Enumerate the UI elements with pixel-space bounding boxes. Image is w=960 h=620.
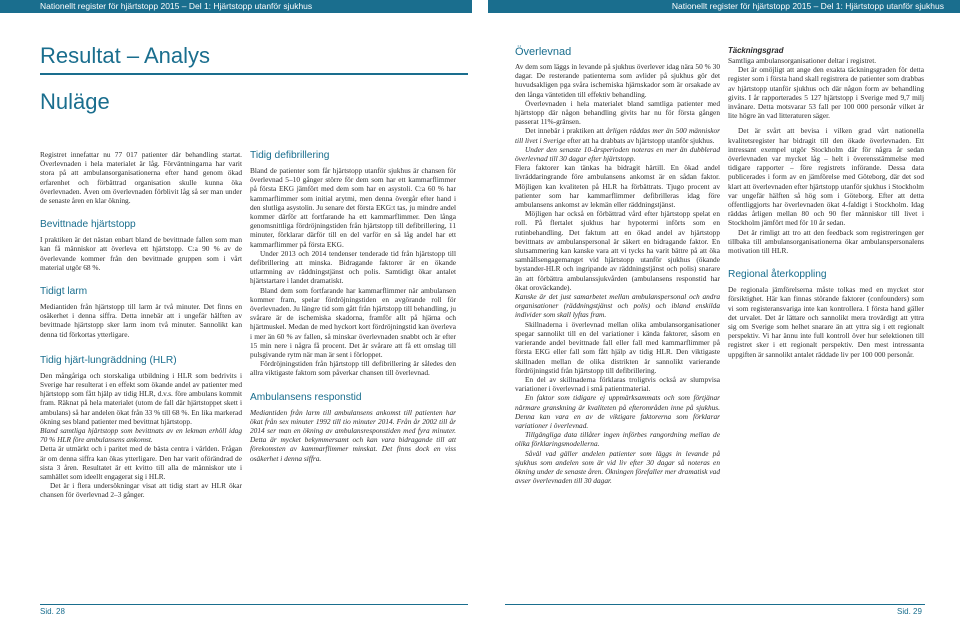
- heading-tidigt-larm: Tidigt larm: [40, 286, 88, 298]
- right-column-1: [515, 46, 720, 485]
- paragraph-overlevnad-5b: Kanske är det just samarbetet mellan ambulanspersonal och andra organisationer (räddningstjänst och polis) och ibland enskilda individer som skall lyftas fram.: [515, 292, 720, 320]
- left-column: [40, 150, 242, 500]
- heading-tackningsgrad: Täckningsgrad: [728, 46, 784, 55]
- footer-rule-right: [505, 604, 925, 605]
- paragraph-defib-4: Fördröjningstiden från hjärtstopp till defibrillering är således den allra viktigaste faktorn som påverkar chansen till överlevnad.: [250, 359, 456, 378]
- paragraph-defib-1: Bland de patienter som får hjärtstopp utanför sjukhus är chansen för överlevnad 5–10 gånger större för dem som har ett kammarflimmer på första EKG jämfört med dem som har en asystoli. C:a 60 % har kammarflimmer som initial arytmi, men denna övergår efter hand i den slutliga asystolin. Ju senare det första EKG:t tas, ju mindre andel kommer därför att fortfarande ha ett kammarflimmer. Den långa genomsnittliga fördröjningstiden från hjärtstopp till defibrillering, 11 minuter, förklarar därför till en del varför en så låg andel har ett kammarflimmer på första EKG.: [250, 166, 456, 249]
- paragraph-hlr-3: Detta är utmärkt och i paritet med de bästa centra i världen. Frågan är om denna siffra kan ökas ytterligare. Den har varit oförändrad de sista 3 åren. Resultatet är ett kvitto till alla de människor ute i samhället som ideellt engagerat sig i HLR.: [40, 444, 242, 482]
- paragraph-hlr-1: Den mångåriga och storskaliga utbildning i HLR som bedrivits i Sverige har resulterat i en effekt som ökande andel av patienter med hjärtstopp som fått hjälp av tidig HLR, d.v.s. före ambulans kommit fram. Räknat på hela materialet (utom de fall där hjärtstoppet skett i ambulans) så har andelen ökat från 33 % till 68 %. En lika markerad ökning ses bland patienter med bevittnat hjärtstopp.: [40, 370, 242, 426]
- paragraph-tackning-1: Samtliga ambulansorganisationer deltar i registret.: [728, 56, 877, 65]
- heading-tidig-hlr: Tidig hjärt-lungräddning (HLR): [40, 354, 177, 366]
- text-run: efter att ha drabbats av hjärtstopp utanför sjukhus.: [567, 135, 715, 145]
- page-number-right: Sid. 29: [897, 607, 922, 616]
- heading-responstid: Ambulansens responstid: [250, 391, 362, 403]
- intro-paragraph: Registret innefattar nu 77 017 patienter där behandling startat. Överlevnaden i hela materialet är låg. Förväntningarna har varit stora på att ambulansorganisationerna efter hand genom ökad erfarenhet och förbättrad organisation skulle kunna öka överlevnaden. Även om överlevnaden förblivit låg så ser man under de senaste åren en klar ökning.: [40, 150, 242, 206]
- paragraph-tackning-4: Det är rimligt att tro att den feedback som registreringen ger tillbaka till ambulansorganisationerna ökar ambulanspersonalens motivation till HLR.: [728, 227, 924, 256]
- paragraph-responstid: Mediantiden från larm till ambulansens ankomst till patienten har ökat från sex minuter 1992 till tio minuter 2014. Från år 2002 till år 2014 ser man en ökning av ambulansresponstiden med fyra minuter. Detta är mycket bekymmersamt och kan vara bidragande till att förekomsten av kammarflimmer minskat. Det finns dock en viss osäkerhet i denna siffra.: [250, 407, 456, 463]
- paragraph-tackning-3: Det är svårt att bevisa i vilken grad vårt nationella kvalitetsregister har bidragit till den ökade överlevnaden. Ett intressant exempel utgör Stockholm där för några år sedan överlevnaden var mycket låg – helt i överensstämmelse med tidigare rapporter – före registrets införande. Dessa data publicerades i form av en jämförelse med Göteborg, där det sod klart att överlevnaden efter hjärtstopp utanför sjukhus i Stockholm var ungefär hälften så hög som i Göteborg. Efter att detta offentliggjorts har överlevnaden ökat 4-faldigt i Stockholm. Idag räddas årligen mellan 80 och 90 fler människor till livet i Stockholm jämfört med för 10 år sedan.: [728, 126, 924, 228]
- paragraph-regional: De regionala jämförelserna måste tolkas med en mycket stor försiktighet. Här kan finnas störande faktorer (confounders) som vi som registeransvariga inte kan kontrollera. I första hand gäller det urvalet. Det är lättare och sannolikt mera trovärdigt att yttra sig om Sverige som helhet snarare än att yttra sig i ett regionalt perspektiv. Vi har ännu inte full kontroll över hur selektionen till registret sker i ett regionalt perspektiv. Den mest intressanta uppgiften är sannolikt antalet räddade liv per 100 000 personår.: [728, 285, 924, 359]
- paragraph-hlr-2: Bland samtliga hjärtstopp som bevittnats av en lekman erhöll idag 70 % HLR före ambulansens ankomst.: [40, 426, 242, 445]
- paragraph-hlr-4: Det är i flera undersökningar visat att tidig start av HLR ökar chansen för överlevnad 2–3 gånger.: [40, 481, 242, 500]
- paragraph-overlevnad-4b: Flera faktorer kan tänkas ha bidragit härtill. En ökad andel livräddaringrande före ambulansens ankomst är en sådan faktor. Möjligen kan kvaliteten på HLR ha förbättrats. Tjugo procent av patienter som har kammarflimmer defibrilleras idag före ambulansens ankomst av lekmän eller räddningstjänst.: [515, 163, 720, 210]
- heading-overlevnad: Överlevnad: [515, 46, 572, 58]
- paragraph-bevittnade: I praktiken är det nästan enbart bland de bevittnade fallen som man kan få människor att överleva ett hjärtstopp. C:a 90 % av de överlevande kommer från den bevittnade gruppen som i vårt material utgör 68 %.: [40, 235, 242, 272]
- paragraph-overlevnad-9: Tillgängliga data tillåter ingen införbes rangordning mellan de olika förklaringsmodellerna.: [515, 430, 720, 449]
- heading-regional: Regional återkoppling: [728, 269, 827, 281]
- text-run-emphasis: årligen räddas mer än 500 människor till livet i Sverige: [515, 126, 720, 145]
- paragraph-overlevnad-3: [515, 126, 720, 144]
- middle-column: [250, 150, 456, 463]
- right-column-2: [728, 46, 924, 359]
- paragraph-overlevnad-8: En faktor som tidigare ej uppmärksammats och som förtjänar närmare granskning är kvaliteten på efterområden inne på sjukhus. Denna kan vara en av de viktigare faktorerna som förklarar variationer i överlevnad.: [515, 393, 720, 430]
- title-rule: [40, 73, 468, 75]
- paragraph-overlevnad-4: Under den senaste 10-årsperioden noteras en mer än dubblerad överlevnad till 30 dagar efter hjärtstopp.: [515, 144, 720, 164]
- paragraph-overlevnad-1: Av dem som läggs in levande på sjukhus överlever idag nära 50 % 30 dagar. De resterande patienterna som avlider på sjukhus gör det huvudsakligen pga svåra ischemiska hjärnskador som är orsakade av den långa väntetiden till effektiv behandling.: [515, 62, 720, 99]
- heading-bevittnade: Bevittnade hjärtstopp: [40, 219, 136, 231]
- paragraph-overlevnad-10: Såväl vad gäller andelen patienter som läggs in levande på sjukhus som andelen som är vid liv efter 30 dagar så noteras en ökning under de senaste åren. Ökningen förefaller mer dramatisk vad avser överlevnaden till 30 dagar.: [515, 448, 720, 486]
- paragraph-overlevnad-2: Överlevnaden i hela materialet bland samtliga patienter med hjärtstopp där någon behandling givits har nu för första gången passerat 11%-gränsen.: [515, 98, 720, 127]
- text-run: Det innebär i praktiken att: [525, 126, 604, 136]
- running-header-right: Nationellt register för hjärtstopp 2015 – Del 1: Hjärtstopp utanför sjukhus: [488, 0, 960, 13]
- paragraph-overlevnad-5: Möjligen har också en förbättrad vård efter hjärtstopp spelat en roll. På flertalet sjukhus har hypotermi införts som en rutinbehandling. Det faktum att en ökad andel av hjärtstopp bevittnats av ambulanspersonal är säkert en bidragande faktor. En slutsammering kan kanske vara att vi tycks ha varit bättre på att öka samhällsengagemanget vid hjärtstopp utanför sjukhus (ökande bystander-HLR och ingripande av räddningstjänst och polis) snarare än att förbättra ambulanssjukvården (ambulansens responstid har ökat oroväckande).: [515, 209, 720, 292]
- section-title-nulage: Nuläge: [40, 89, 110, 114]
- running-header-left: Nationellt register för hjärtstopp 2015 – Del 1: Hjärtstopp utanför sjukhus: [0, 0, 472, 13]
- paragraph-overlevnad-6: Skillnaderna i överlevnad mellan olika ambulansorganisationer spegar sannolikt till en del variationer i kända faktorer, såsom en varierande andel bevittnade fall eller fall med kammarflimmer på första EKG eller fall som fått hjälp av tidig HLR. Den viktigaste skillnaden mellan de olika distrikten är sannolikt varierande fördröjningstid från hjärtstopp till defibrillering.: [515, 319, 720, 375]
- paragraph-overlevnad-7: En del av skillnaderna förklaras troligtvis också av slumpvisa variationer i överlevnad i små patientmaterial.: [515, 374, 720, 394]
- paragraph-defib-3: Bland dem som fortfarande har kammarflimmer när ambulansen kommer fram, spelar fördröjningstiden en avgörande roll för överlevnaden. Ju längre tid som gått från hjärtstopp till behandling, ju svårare är de ischemiska skadorna, framför allt på hjärna och hjärtmuskel. Medan de med hyckort kort fördröjningstid kan överleva i mer än 60 % av fallen, så minskar överlevnaden snabbt och är efter 15 min nere i några få procent. Det är svårare att få ett omslag till pulsgivande rytm när man är sent i förloppet.: [250, 285, 456, 360]
- paragraph-tidigt-larm: Mediantiden från hjärtstopp till larm är två minuter. Det finns en osäkerhet i denna siffra. Detta innebär att i ungefär hälften av bevittnade hjärtstopp sker larm inom två minuter. Sannolikt kan denna tid förkortas ytterligare.: [40, 302, 242, 339]
- paragraph-tackning-2: Det är omöjligt att ange den exakta täckningsgraden för detta register som i första hand skall registrera de patienter som drabbas av hjärtstopp utanför sjukhus och där någon form av behandling givits. I år rapporterades 5 127 hjärtstopp i Sverige med 9,7 milj invånare. Detta motsvarar 53 fall per 100 000 personår vilket är lite högre än vad litteraturen säger.: [728, 65, 924, 121]
- page-title: Resultat – Analys: [40, 43, 210, 68]
- heading-defibrillering: Tidig defibrillering: [250, 150, 330, 161]
- page-number-left: Sid. 28: [40, 607, 65, 616]
- paragraph-defib-2: Under 2013 och 2014 tendenser tenderade tid från hjärtstopp till defibrillering att minska. Bidragande faktorer är en ökande utlarmning av räddningstjänst och polis. Samtidigt ökar antalet hjärtstartare i landet dramatiskt.: [250, 248, 456, 286]
- footer-rule-left: [40, 604, 468, 605]
